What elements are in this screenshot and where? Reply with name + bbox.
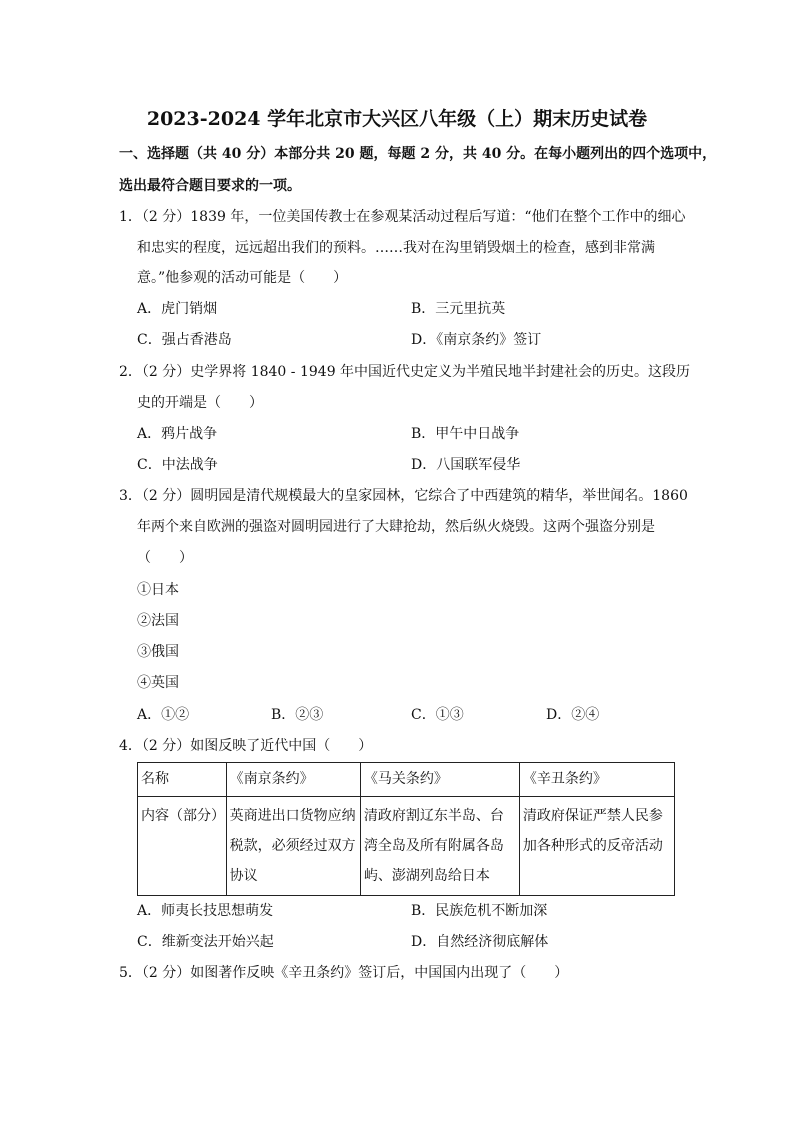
q3-item-2: ②法国: [137, 613, 179, 629]
q2-stem-line2: 史的开端是（ ）: [137, 395, 263, 411]
q1-stem-line1: 1．（2 分）1839 年，一位美国传教士在参观某活动过程后写道：“他们在整个工作中的细心: [119, 209, 686, 225]
q4-option-a: A．师夷长技思想萌发: [137, 903, 274, 919]
q4-stem-line1: 4．（2 分）如图反映了近代中国（ ）: [119, 738, 373, 754]
treaty-table: [137, 762, 675, 896]
section-instructions-line2: 选出最符合题目要求的一项。: [119, 178, 301, 194]
q2-option-b: B．甲午中日战争: [411, 426, 520, 442]
section-instructions-line1: 一、选择题（共 40 分）本部分共 20 题，每题 2 分，共 40 分。在每小题列出的四个选项中，: [119, 146, 717, 162]
q3-option-a: A．①②: [137, 707, 190, 723]
q3-option-c: C．①③: [411, 707, 464, 723]
q4-option-b: B．民族危机不断加深: [411, 903, 548, 919]
q2-option-d: D．八国联军侵华: [411, 457, 521, 473]
table-cell-content-label: 内容（部分）: [138, 797, 227, 896]
q5-stem-line1: 5．（2 分）如图著作反映《辛丑条约》签订后，中国国内出现了（ ）: [119, 965, 569, 981]
q3-stem-line2: 年两个来自欧洲的强盗对圆明园进行了大肆抢劫，然后纵火烧毁。这两个强盗分别是: [137, 519, 655, 535]
table-header-name: 名称: [138, 763, 227, 797]
table-cell-nanjing: 英商进出口货物应纳税款，必须经过双方协议: [226, 797, 360, 896]
table-row: [138, 797, 675, 896]
q1-option-d: D．《南京条约》签订: [411, 332, 542, 348]
q2-option-a: A．鸦片战争: [137, 426, 218, 442]
table-cell-xinchou: 清政府保证严禁人民参加各种形式的反帝活动: [519, 797, 674, 896]
q1-stem-line3: 意。”他参观的活动可能是（ ）: [137, 270, 348, 286]
q3-item-1: ①日本: [137, 582, 179, 598]
q1-option-a: A．虎门销烟: [137, 301, 218, 317]
q1-option-c: C．强占香港岛: [137, 332, 232, 348]
q2-stem-line1: 2．（2 分）史学界将 1840 - 1949 年中国近代史定义为半殖民地半封建社会的历史。这段历: [119, 364, 691, 380]
q3-option-b: B．②③: [271, 707, 324, 723]
q3-option-d: D．②④: [546, 707, 600, 723]
q3-stem-line1: 3．（2 分）圆明园是清代规模最大的皇家园林，它综合了中西建筑的精华，举世闻名。1860: [119, 488, 688, 504]
q4-option-d: D．自然经济彻底解体: [411, 934, 549, 950]
q4-option-c: C．维新变法开始兴起: [137, 934, 274, 950]
q3-item-3: ③俄国: [137, 644, 179, 660]
table-row: [138, 763, 675, 797]
page-title: 2023-2024 学年北京市大兴区八年级（上）期末历史试卷: [146, 108, 648, 130]
q2-option-c: C．中法战争: [137, 457, 218, 473]
q3-stem-line3: （ ）: [137, 550, 193, 566]
q1-stem-line2: 和忠实的程度，远远超出我们的预料。……我对在沟里销毁烟土的检查，感到非常满: [137, 240, 655, 256]
table-header-maguan: 《马关条约》: [360, 763, 519, 797]
table-cell-maguan: 清政府割辽东半岛、台湾全岛及所有附属各岛屿、澎湖列岛给日本: [360, 797, 519, 896]
q1-option-b: B．三元里抗英: [411, 301, 506, 317]
table-header-xinchou: 《辛丑条约》: [519, 763, 674, 797]
table-header-nanjing: 《南京条约》: [226, 763, 360, 797]
q3-item-4: ④英国: [137, 675, 179, 691]
